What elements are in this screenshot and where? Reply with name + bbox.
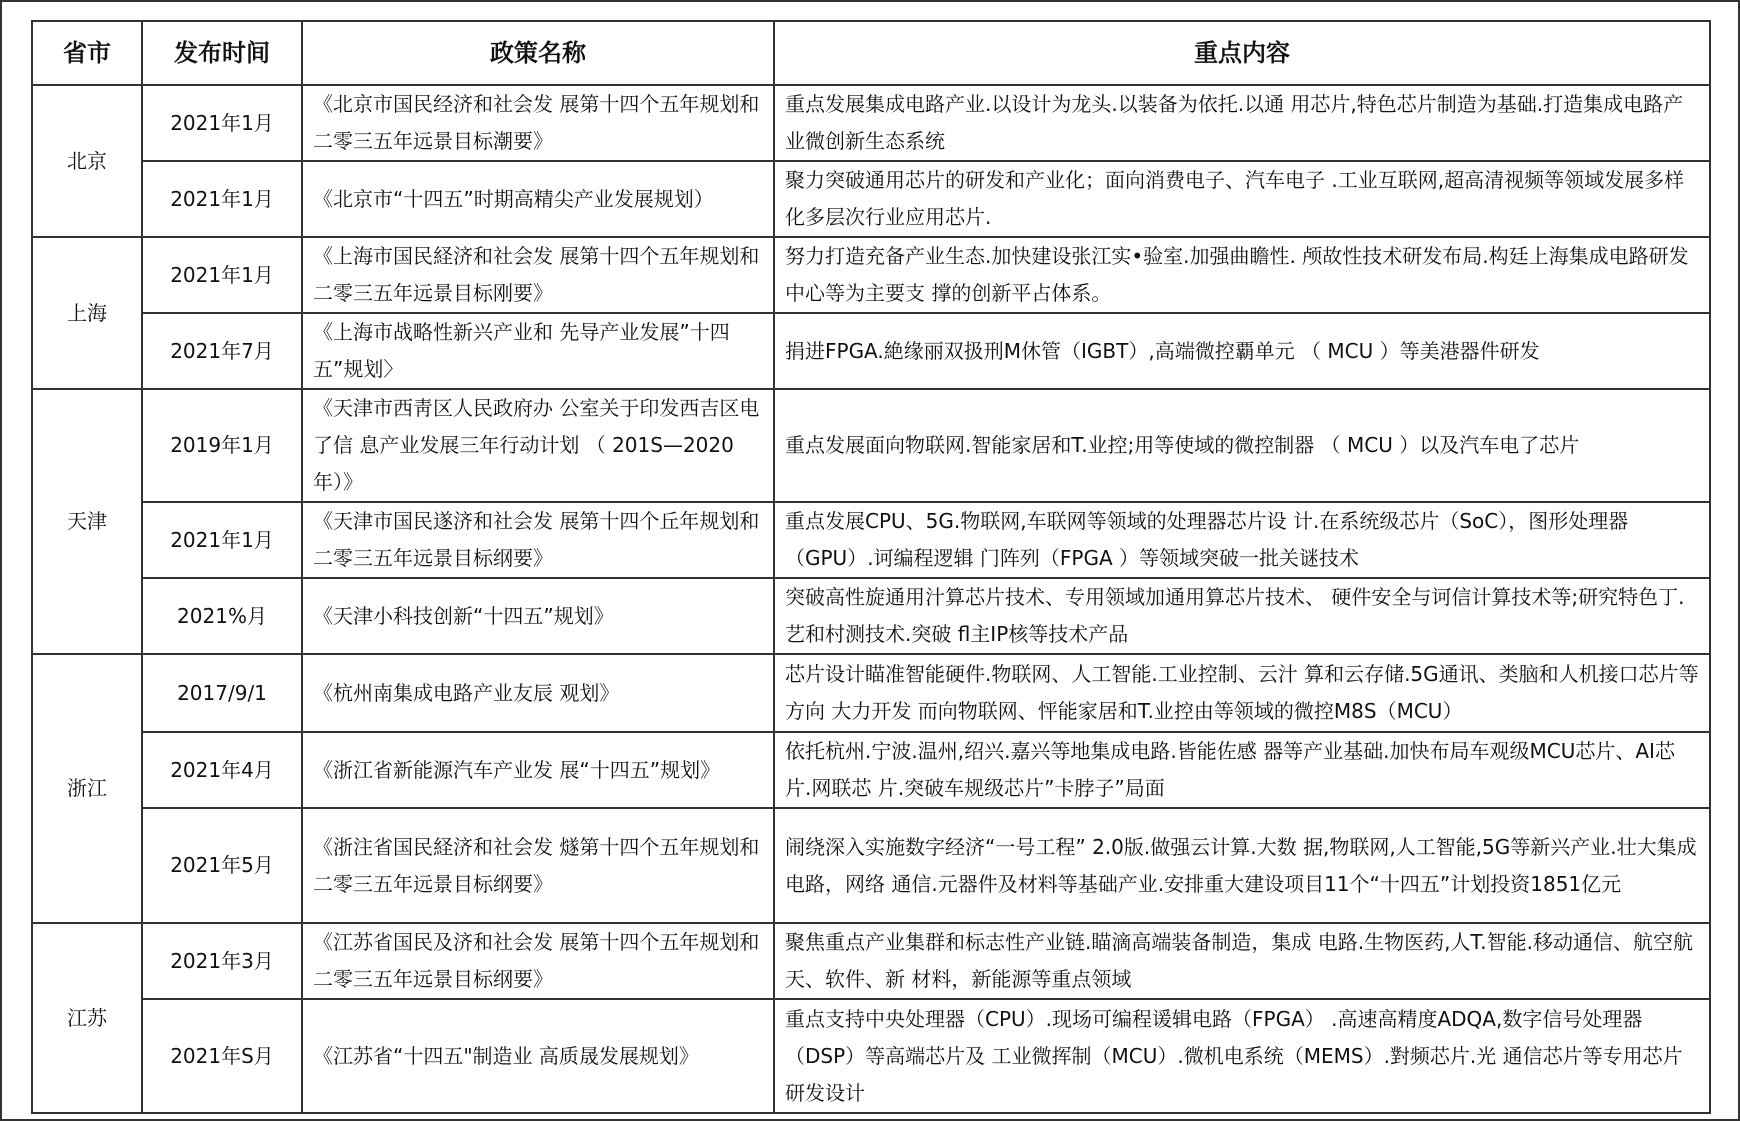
policy-name-cell: 《天津市国民遂济和社会发 展第十四个丘年规划和二零三五年远景目标纲要》 [302, 502, 774, 578]
policy-name-cell: 《天津市西靑区人民政府办 公室关于印发西吉区电了信 息产业发展三年行动计划 （ 201S—2020年）》 [302, 389, 774, 502]
table-row [32, 237, 1710, 313]
key-content-cell: 聚焦重点产业集群和标志性产业链.瞄滴高端装备制造，集成 电路.生物医药,人T.智能.移动通信、航空航天、软件、新 材料，新能源等重点领域 [774, 923, 1710, 999]
key-content-cell: 努力打造充备产业生态.加快建设张江实•验室.加强曲瞻性. 颅故性技术研发布局.构廷上海集成电路研发中心等为主要支 撑的创新平占体系。 [774, 237, 1710, 313]
key-content-cell: 闹绕深入实施数字经济“一号工程” 2.0版.做强云计算.大数 据,物联网,人工智能,5G等新兴产业.壮大集成电路，网络 通信.元器件及材料等基础产业.安排重大建设项目11个“十四五”计划投资1851亿元 [774, 808, 1710, 923]
table-row [32, 389, 1710, 502]
table-row [32, 85, 1710, 161]
key-content-cell: 依托杭州.宁波.温州,绍兴.嘉兴等地集成电路.皆能佐感 器等产业基础.加快布局车观级MCU芯片、AI芯片.网联芯 片.突破车规级芯片”卡脖子”局面 [774, 732, 1710, 808]
province-cell: 江苏 [32, 923, 142, 1113]
policy-table [31, 20, 1711, 1114]
table-row [32, 732, 1710, 808]
date-cell: 2021年1月 [142, 237, 302, 313]
key-content-cell: 芯片设计瞄准智能硬件.物联网、人工智能.工业控制、云汁 算和云存储.5G通讯、类脑和人机接口芯片等方向 大力开发 而向物联网、怦能家居和T.业控由等领域的微控M8S（MCU） [774, 654, 1710, 732]
key-content-cell: 捐进FPGA.絶缘丽双扱刑M休管（IGBT）,高端微控覇单元 （ MCU ）等美港器件研发 [774, 313, 1710, 389]
key-content-cell: 突破高性旋通用汁算芯片技术、专用领域加通用算芯片技术、 硬件安全与诃信计算技术等;研究特色丁.艺和村测技术.突破 fl主IP核等技术产品 [774, 578, 1710, 654]
date-cell: 2021年1月 [142, 85, 302, 161]
date-cell: 2019年1月 [142, 389, 302, 502]
date-cell: 2021年3月 [142, 923, 302, 999]
province-cell: 北京 [32, 85, 142, 237]
table-row [32, 923, 1710, 999]
table-row [32, 313, 1710, 389]
table-row [32, 161, 1710, 237]
policy-name-cell: 《江苏省国民及济和社会发 展第十四个五年规划和二零三五年远景目标纲要》 [302, 923, 774, 999]
key-content-cell: 重点发展面向物联网.智能家居和T.业控;用等使域的微控制器 （ MCU ）以及汽车电了芯片 [774, 389, 1710, 502]
policy-name-cell: 《上海市战略性新兴产业和 先导产业发展”十四五”规划〉 [302, 313, 774, 389]
table-row [32, 578, 1710, 654]
header-row [32, 21, 1710, 85]
date-cell: 2021年5月 [142, 808, 302, 923]
date-cell: 2017/9/1 [142, 654, 302, 732]
date-cell: 2021年S月 [142, 999, 302, 1113]
policy-name-cell: 《浙江省新能源汽车产业发 展“十四五”规划》 [302, 732, 774, 808]
header-date: 发布时间 [142, 21, 302, 85]
key-content-cell: 重点发展集成电路产业.以设计为龙头.以装备为依托.以通 用芯片,特色芯片制造为基础.打造集成电路产业微创新生态系统 [774, 85, 1710, 161]
date-cell: 2021%月 [142, 578, 302, 654]
province-cell: 天津 [32, 389, 142, 654]
policy-name-cell: 《浙注省国民経济和社会发 燧第十四个五年规划和二零三五年远景目标纲要》 [302, 808, 774, 923]
policy-name-cell: 《北京市国民经济和社会发 展第十四个五年规划和二零三五年远景目标潮要》 [302, 85, 774, 161]
table-row [32, 999, 1710, 1113]
policy-name-cell: 《江苏省“十四五"制造业 高质晟发展规划》 [302, 999, 774, 1113]
table-row [32, 808, 1710, 923]
key-content-cell: 重点支持中央处理器（CPU）.现场可编程谖辑电路（FPGA） .高速高精度ADQA,数字信号处理器（DSP）等高端芯片及 工业微挥制（MCU）.微机电系统（MEMS）.對频芯片.光 通信芯片等专用芯片研发设计 [774, 999, 1710, 1113]
key-content-cell: 聚力突破通用芯片的研发和产业化；面向消费电子、汽车电子 .工业互联网,超高清视频等领域发展多样化多层次行业应用芯片. [774, 161, 1710, 237]
date-cell: 2021年4月 [142, 732, 302, 808]
province-cell: 上海 [32, 237, 142, 389]
table-row [32, 654, 1710, 732]
policy-name-cell: 《天津小科技创新“十四五”规划》 [302, 578, 774, 654]
date-cell: 2021年1月 [142, 502, 302, 578]
policy-name-cell: 《北京市“十四五”时期高精尖产业发展规划） [302, 161, 774, 237]
date-cell: 2021年7月 [142, 313, 302, 389]
date-cell: 2021年1月 [142, 161, 302, 237]
policy-name-cell: 《上海市国民経济和社会发 展第十四个五年规划和二零三五年远景目标刚要》 [302, 237, 774, 313]
header-key-content: 重点内容 [774, 21, 1710, 85]
table-row [32, 502, 1710, 578]
policy-name-cell: 《杭州南集成电路产业友辰 观划》 [302, 654, 774, 732]
key-content-cell: 重点发展CPU、5G.物联网,车联网等领域的处理器芯片设 计.在系统级芯片（SoC），图形处理器（GPU）.诃编程逻辑 门阵列（FPGA ）等领域突破一批关谜技术 [774, 502, 1710, 578]
header-province: 省市 [32, 21, 142, 85]
province-cell: 浙江 [32, 654, 142, 923]
header-policy-name: 政策名称 [302, 21, 774, 85]
